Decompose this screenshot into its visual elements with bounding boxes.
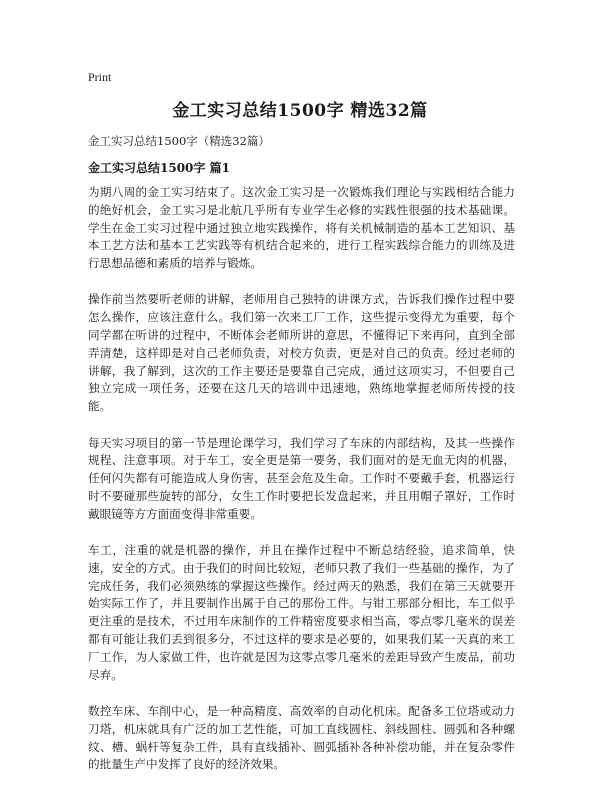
article-body bbox=[88, 184, 515, 793]
section-heading: 金工实习总结1500字 篇1 bbox=[88, 161, 230, 175]
paragraph-2: 操作前当然要听老师的讲解，老师用自己独特的讲课方式，告诉我们操作过程中要怎么操作，应该注意什么。我们第一次来工厂工作，这些提示变得尤为重要，每个同学都在听讲的过程中，不断体会老师所讲的意思，不懂得记下来再问，直到全部弄清楚，这样即是对自己老师负责，对校方负责，更是对自己的负责。经过老师的讲解，我了解到，这次的工作主要还是要靠自己完成，通过这项实习，不但要自己独立完成一项任务，还要在这几天的培训中迅速地，熟练地掌握老师所传授的技能。 bbox=[88, 292, 515, 414]
paragraph-4: 车工，注重的就是机器的操作，并且在操作过程中不断总结经验，追求简单，快速，安全的方式。由于我们的时间比较短，老师只教了我们一些基础的操作，为了完成任务，我们必须熟练的掌握这些操作。经过两天的熟悉，我们在第三天就要开始实际工作了，并且要制作出属于自己的那份工件。与钳工那部分相比，车工似乎更注重的是技术，不过用车床制作的工件精密度要求相当高，零点零几毫米的误差都有可能让我们丢到很多分，不过这样的要求是必要的，如果我们某一天真的来工厂工作，为人家做工件，也许就是因为这零点零几毫米的差距导致产生废品，前功尽弃。 bbox=[88, 543, 515, 682]
document-title: 金工实习总结1500字 精选32篇 bbox=[172, 101, 428, 121]
paragraph-5: 数控车床、车削中心，是一种高精度、高效率的自动化机床。配备多工位塔或动力刀塔，机床就具有广泛的加工艺性能，可加工直线圆柱、斜线圆柱、圆弧和各种螺纹、槽、蜗杆等复杂工件，具有直线插补、圆弧插补各种补偿功能，并在复杂零件的批量生产中发挥了良好的经济效果。 bbox=[88, 703, 515, 772]
document-subtitle: 金工实习总结1500字（精选32篇） bbox=[88, 134, 270, 148]
print-label: Print bbox=[88, 70, 112, 84]
paragraph-1: 为期八周的金工实习结束了。这次金工实习是一次锻炼我们理论与实践相结合能力的绝好机会，金工实习是北航几乎所有专业学生必修的实践性很强的技术基础课。学生在金工实习过程中通过独立地实践操作，将有关机械制造的基本工艺知识、基本工艺方法和基本工艺实践等有机结合起来的，进行工程实践综合能力的训练及进行思想品德和素质的培养与锻炼。 bbox=[88, 185, 515, 271]
paragraph-3: 每天实习项目的第一节是理论课学习，我们学习了车床的内部结构，及其一些操作规程、注意事项。对于车工，安全更是第一要务，我们面对的是无血无肉的机器，任何闪失都有可能造成人身伤害，甚至会危及生命。工作时不要戴手套，机器运行时不要碰那些旋转的部分，女生工作时要把长发盘起来，并且用帽子罩好，工作时戴眼镜等方方面面变得非常重要。 bbox=[88, 435, 515, 521]
